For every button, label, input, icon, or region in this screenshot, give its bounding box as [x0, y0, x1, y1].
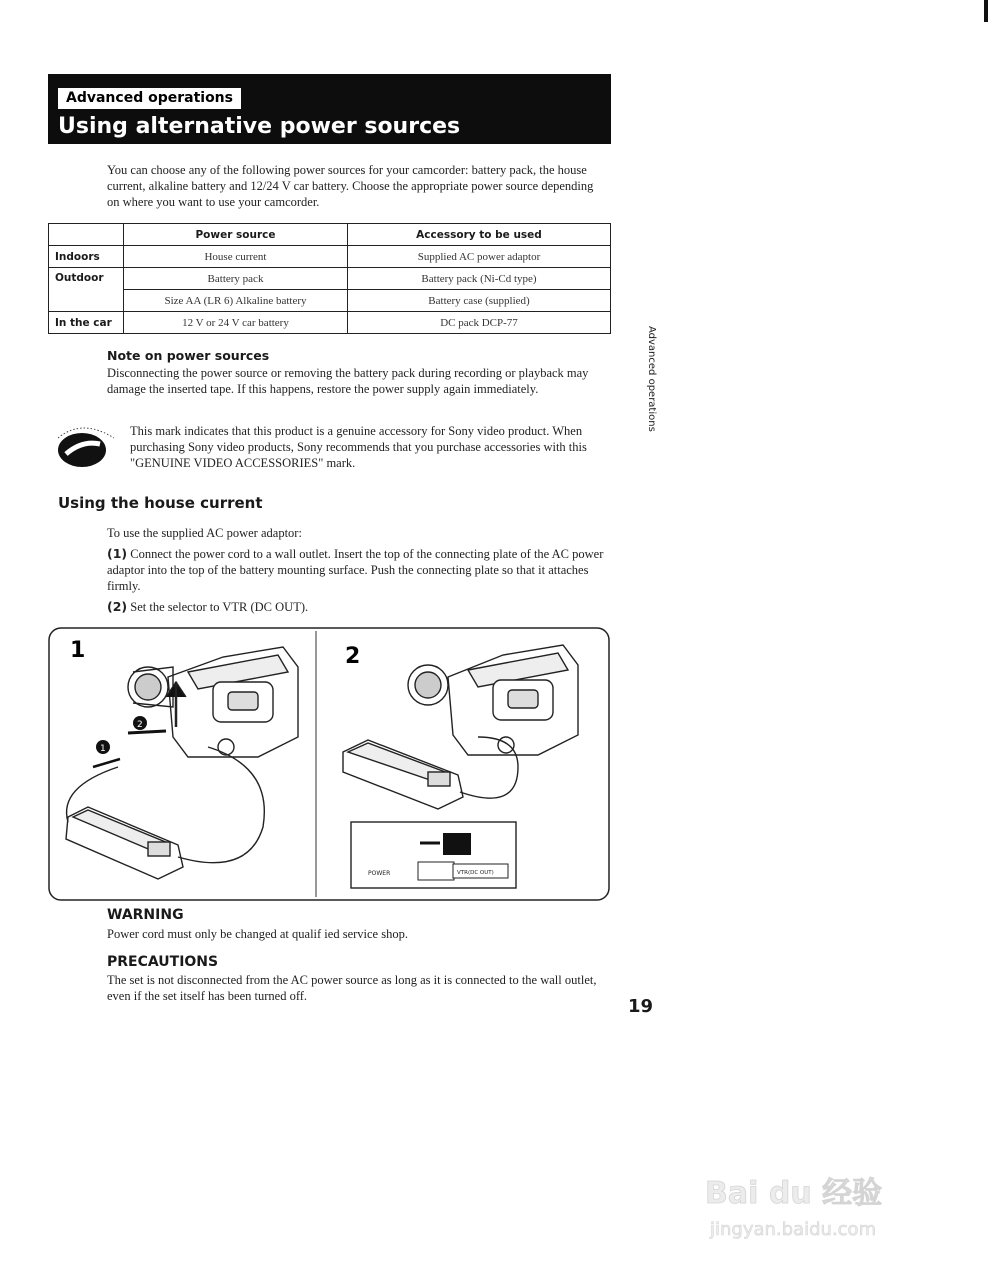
house-current-intro: To use the supplied AC power adaptor:: [107, 526, 302, 540]
row-accessory: Battery pack (Ni-Cd type): [348, 268, 611, 290]
selector-slot: [418, 862, 454, 880]
side-tab: [645, 326, 661, 446]
row-source: House current: [124, 246, 348, 268]
step-2: [107, 599, 612, 615]
note-text: Disconnecting the power source or removing the battery pack during recording or playback may damage the inserted tape. If this happens, restore the power supply again immediately.: [107, 366, 589, 396]
note-heading: Note on power sources: [107, 348, 270, 363]
genuine-mark-text: This mark indicates that this product is a genuine accessory for Sony video product. When purchasing Sony video products, Sony recommends that you purchase accessories with this "GENUINE VIDEO ACCESSORIES" mark.: [130, 424, 587, 470]
row-source: Battery pack: [124, 268, 348, 290]
step-number: (1): [107, 546, 128, 561]
precautions-text: The set is not disconnected from the AC power source as long as it is connected to the wall outlet, even if the set itself has been turned off.: [107, 973, 597, 1003]
row-location: In the car: [49, 312, 124, 334]
section-tag: Advanced operations: [58, 88, 241, 109]
callout-2-label: 2: [137, 720, 143, 730]
step-text: Connect the power cord to a wall outlet. Insert the top of the connecting plate of the AC power adaptor into the top of the battery mounting surface. Push the connecting plate so that it attaches firmly.: [107, 547, 604, 593]
section-heading-house-current: Using the house current: [58, 494, 263, 512]
row-accessory: Battery case (supplied): [348, 290, 611, 312]
page-title: Using alternative power sources: [58, 114, 461, 139]
panel-1-number: 1: [70, 638, 86, 663]
baidu-watermark: [700, 1165, 940, 1245]
row-location: Outdoor: [49, 268, 124, 312]
row-accessory: DC pack DCP-77: [348, 312, 611, 334]
table-header-cell: [49, 224, 124, 246]
power-label: POWER: [368, 870, 391, 877]
genuine-accessories-logo-icon: [52, 420, 122, 470]
table-header-row: [49, 224, 611, 246]
panel-2-number: 2: [345, 644, 361, 669]
row-source: 12 V or 24 V car battery: [124, 312, 348, 334]
table-header-cell: Accessory to be used: [348, 224, 611, 246]
step-1: [107, 546, 612, 594]
corner-mark: [984, 0, 988, 22]
table-row: [49, 312, 611, 334]
vtr-label: VTR(DC OUT): [457, 870, 494, 876]
watermark-url: jingyan.baidu.com: [710, 1219, 877, 1240]
callout-1-label: 1: [100, 744, 106, 754]
table-header-cell: Power source: [124, 224, 348, 246]
table-row: [49, 268, 611, 290]
side-tab-label: Advanced operations: [646, 326, 657, 432]
power-source-table: [48, 223, 611, 334]
step-text: Set the selector to VTR (DC OUT).: [130, 600, 309, 614]
page-number: 19: [628, 996, 654, 1017]
arrow-icon: [128, 731, 166, 733]
row-source: Size AA (LR 6) Alkaline battery: [124, 290, 348, 312]
table-row: [49, 246, 611, 268]
row-accessory: Supplied AC power adaptor: [348, 246, 611, 268]
row-location: Indoors: [49, 246, 124, 268]
watermark-brand: Bai du 经验: [705, 1176, 883, 1211]
intro-paragraph: You can choose any of the following power sources for your camcorder: battery pack, the house current, alkaline battery and 12/24 V car battery. Choose the appropriate power source depending on where you want to use your camcorder.: [107, 163, 594, 209]
precautions-heading: PRECAUTIONS: [107, 954, 219, 970]
table-row: [49, 290, 611, 312]
selector-switch-icon: [443, 833, 471, 855]
connection-illustration: [48, 627, 610, 901]
step-number: (2): [107, 599, 128, 614]
warning-text: Power cord must only be changed at qualif ied service shop.: [107, 927, 408, 941]
warning-heading: WARNING: [107, 907, 184, 923]
